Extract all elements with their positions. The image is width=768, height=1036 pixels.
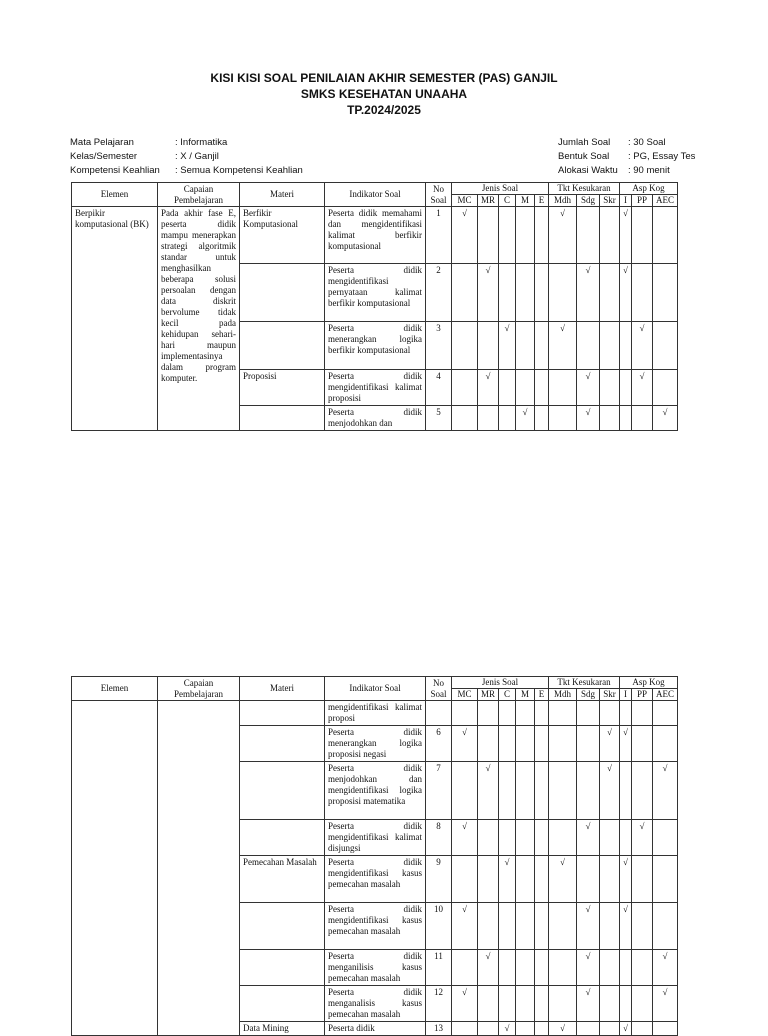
- check-cell: [516, 1022, 535, 1036]
- check-cell: [632, 950, 653, 986]
- check-mark: √: [452, 820, 478, 856]
- check-cell: [653, 264, 678, 322]
- col-asp-kog: Asp Kog: [620, 677, 678, 689]
- check-mark: √: [653, 762, 678, 820]
- col-materi: Materi: [240, 183, 325, 207]
- check-cell: [632, 406, 653, 431]
- check-cell: [632, 903, 653, 950]
- check-cell: [600, 207, 620, 264]
- col-pp: PP: [632, 689, 653, 701]
- col-mc: MC: [452, 689, 478, 701]
- check-mark: √: [478, 264, 499, 322]
- check-cell: [516, 950, 535, 986]
- check-mark: √: [549, 207, 577, 264]
- check-cell: [577, 856, 600, 903]
- col-indikator: Indikator Soal: [325, 677, 426, 701]
- check-mark: √: [620, 856, 632, 903]
- info-alokasi-waktu: [558, 164, 695, 178]
- check-cell: [600, 322, 620, 370]
- col-mr: MR: [478, 689, 499, 701]
- elemen-cell: Berpikir komputasional (BK): [72, 207, 158, 431]
- no-soal-cell: 12: [426, 986, 452, 1022]
- check-mark: √: [620, 264, 632, 322]
- check-mark: √: [620, 726, 632, 762]
- check-cell: [478, 406, 499, 431]
- check-cell: [452, 1022, 478, 1036]
- check-cell: [535, 701, 549, 726]
- info-label: Kompetensi Keahlian: [70, 165, 160, 176]
- check-cell: [653, 1022, 678, 1036]
- check-cell: [620, 820, 632, 856]
- check-mark: √: [632, 820, 653, 856]
- check-cell: [632, 701, 653, 726]
- capaian-cell-empty: [158, 701, 240, 1036]
- check-cell: [620, 370, 632, 406]
- col-skr: Skr: [600, 195, 620, 207]
- info-value: : Semua Kompetensi Keahlian: [175, 165, 303, 176]
- check-mark: √: [632, 370, 653, 406]
- check-cell: [535, 322, 549, 370]
- col-m: M: [516, 689, 535, 701]
- info-kompetensi-keahlian: [70, 164, 303, 178]
- col-no-soal: No Soal: [426, 183, 452, 207]
- check-cell: [516, 370, 535, 406]
- check-mark: √: [653, 986, 678, 1022]
- check-mark: √: [577, 986, 600, 1022]
- check-cell: [478, 1022, 499, 1036]
- materi-cell: Data Mining: [240, 1022, 325, 1036]
- check-cell: [516, 322, 535, 370]
- info-value: : X / Ganjil: [175, 151, 219, 162]
- col-i: I: [620, 689, 632, 701]
- materi-cell-empty: [240, 701, 325, 726]
- check-cell: [577, 322, 600, 370]
- check-cell: [478, 207, 499, 264]
- table-header: [72, 677, 678, 701]
- no-soal-cell: 13: [426, 1022, 452, 1036]
- check-cell: [516, 207, 535, 264]
- check-mark: √: [549, 856, 577, 903]
- indikator-cell: Peserta didik menjodohkan dan: [325, 406, 426, 431]
- check-mark: √: [452, 903, 478, 950]
- check-mark: √: [516, 406, 535, 431]
- table-body: [72, 701, 678, 1036]
- check-cell: [600, 701, 620, 726]
- no-soal-cell: 11: [426, 950, 452, 986]
- check-mark: √: [620, 1022, 632, 1036]
- check-mark: √: [577, 903, 600, 950]
- info-label: Bentuk Soal: [558, 151, 610, 162]
- col-jenis-soal: Jenis Soal: [452, 183, 549, 195]
- check-cell: [549, 701, 577, 726]
- col-mdh: Mdh: [549, 195, 577, 207]
- check-cell: [516, 762, 535, 820]
- indikator-cell: Peserta didik memahami dan mengidentifikasi kalimat berfikir komputasional: [325, 207, 426, 264]
- col-aec: AEC: [653, 689, 678, 701]
- check-mark: √: [577, 406, 600, 431]
- kisi-table-page1: [71, 182, 678, 431]
- check-cell: [653, 701, 678, 726]
- check-mark: √: [499, 856, 516, 903]
- check-mark: √: [620, 903, 632, 950]
- col-c: C: [499, 195, 516, 207]
- school-name: SMKS KESEHATAN UNAAHA: [300, 87, 468, 101]
- check-mark: √: [600, 726, 620, 762]
- col-elemen: Elemen: [72, 677, 158, 701]
- check-cell: [549, 986, 577, 1022]
- check-cell: [452, 762, 478, 820]
- check-cell: [549, 726, 577, 762]
- check-mark: √: [577, 820, 600, 856]
- check-mark: √: [478, 370, 499, 406]
- check-cell: [516, 820, 535, 856]
- check-mark: √: [478, 762, 499, 820]
- indikator-cell: Peserta didik menganilisis kasus pemecahan masalah: [325, 950, 426, 986]
- col-mdh: Mdh: [549, 689, 577, 701]
- check-mark: √: [577, 950, 600, 986]
- check-mark: √: [452, 726, 478, 762]
- col-asp-kog: Asp Kog: [620, 183, 678, 195]
- col-aec: AEC: [653, 195, 678, 207]
- check-cell: [577, 207, 600, 264]
- indikator-cell: Peserta didik menerangkan logika proposisi negasi: [325, 726, 426, 762]
- materi-cell-empty: [240, 950, 325, 986]
- check-mark: √: [632, 322, 653, 370]
- check-cell: [549, 950, 577, 986]
- check-cell: [478, 701, 499, 726]
- col-jenis-soal: Jenis Soal: [452, 677, 549, 689]
- check-cell: [499, 820, 516, 856]
- check-cell: [653, 726, 678, 762]
- materi-cell-empty: [240, 903, 325, 950]
- indikator-cell: Peserta didik mengidentifikasi kalimat disjungsi: [325, 820, 426, 856]
- check-cell: [516, 701, 535, 726]
- col-skr: Skr: [600, 689, 620, 701]
- check-cell: [577, 701, 600, 726]
- check-cell: [549, 406, 577, 431]
- check-cell: [620, 322, 632, 370]
- check-cell: [653, 322, 678, 370]
- check-mark: √: [653, 950, 678, 986]
- check-cell: [600, 986, 620, 1022]
- check-cell: [535, 903, 549, 950]
- check-cell: [535, 726, 549, 762]
- check-cell: [452, 370, 478, 406]
- check-cell: [452, 264, 478, 322]
- school-year: TP.2024/2025: [347, 103, 421, 117]
- indikator-cell: Peserta didik mengidentifikasi pernyataan kalimat berfikir komputasional: [325, 264, 426, 322]
- materi-cell-empty: [240, 406, 325, 431]
- check-cell: [499, 726, 516, 762]
- info-label: Mata Pelajaran: [70, 137, 134, 148]
- col-e: E: [535, 195, 549, 207]
- check-cell: [452, 701, 478, 726]
- info-value: : 90 menit: [628, 165, 670, 176]
- check-mark: √: [499, 322, 516, 370]
- col-capaian: Capaian Pembelajaran: [158, 677, 240, 701]
- materi-cell-empty: [240, 322, 325, 370]
- check-mark: √: [653, 406, 678, 431]
- check-mark: √: [452, 207, 478, 264]
- check-cell: [549, 264, 577, 322]
- check-cell: [516, 264, 535, 322]
- check-cell: [452, 950, 478, 986]
- col-tkt-kesukaran: Tkt Kesukaran: [549, 677, 620, 689]
- check-cell: [549, 762, 577, 820]
- info-value: : PG, Essay Tes: [628, 151, 696, 162]
- indikator-cell: Peserta didik mengidentifikasi kasus pemecahan masalah: [325, 903, 426, 950]
- check-cell: [600, 406, 620, 431]
- check-cell: [620, 986, 632, 1022]
- check-cell: [549, 820, 577, 856]
- materi-cell: Proposisi: [240, 370, 325, 406]
- indikator-cell: Peserta didik mengidentifikasi kalimat proposisi: [325, 370, 426, 406]
- check-cell: [499, 950, 516, 986]
- no-soal-cell: 4: [426, 370, 452, 406]
- no-soal-cell: 10: [426, 903, 452, 950]
- info-label: Alokasi Waktu: [558, 165, 618, 176]
- check-cell: [600, 903, 620, 950]
- check-cell: [535, 264, 549, 322]
- check-cell: [452, 856, 478, 903]
- check-cell: [600, 264, 620, 322]
- indikator-cell: Peserta didik mengidentifikasi kasus pemecahan masalah: [325, 856, 426, 903]
- indikator-cell: Peserta didik menganalisis kasus pemecahan masalah: [325, 986, 426, 1022]
- col-pp: PP: [632, 195, 653, 207]
- check-cell: [577, 762, 600, 820]
- check-cell: [499, 207, 516, 264]
- col-indikator: Indikator Soal: [325, 183, 426, 207]
- check-cell: [499, 701, 516, 726]
- check-cell: [577, 1022, 600, 1036]
- check-cell: [516, 986, 535, 1022]
- check-cell: [535, 820, 549, 856]
- check-cell: [620, 701, 632, 726]
- no-soal-cell: 6: [426, 726, 452, 762]
- materi-cell-empty: [240, 986, 325, 1022]
- materi-cell-empty: [240, 820, 325, 856]
- check-cell: [653, 903, 678, 950]
- col-elemen: Elemen: [72, 183, 158, 207]
- check-cell: [549, 903, 577, 950]
- kisi-table-page2: [71, 676, 678, 1036]
- table-body: [72, 207, 678, 431]
- check-mark: √: [577, 264, 600, 322]
- col-mc: MC: [452, 195, 478, 207]
- info-right: [558, 136, 695, 178]
- info-left: [70, 136, 303, 178]
- info-value: : Informatika: [175, 137, 228, 148]
- check-cell: [535, 207, 549, 264]
- check-cell: [620, 762, 632, 820]
- elemen-cell-empty: [72, 701, 158, 1036]
- col-c: C: [499, 689, 516, 701]
- check-cell: [653, 820, 678, 856]
- check-cell: [516, 726, 535, 762]
- check-mark: √: [549, 322, 577, 370]
- check-mark: √: [600, 762, 620, 820]
- col-e: E: [535, 689, 549, 701]
- no-soal-cell: 9: [426, 856, 452, 903]
- materi-cell-empty: [240, 726, 325, 762]
- check-cell: [535, 856, 549, 903]
- no-soal-cell: 8: [426, 820, 452, 856]
- check-cell: [653, 207, 678, 264]
- materi-cell: Berfikir Komputasional: [240, 207, 325, 264]
- check-cell: [620, 406, 632, 431]
- info-bentuk-soal: [558, 150, 695, 164]
- col-no-soal: No Soal: [426, 677, 452, 701]
- check-cell: [478, 856, 499, 903]
- info-mata-pelajaran: [70, 136, 303, 150]
- col-m: M: [516, 195, 535, 207]
- col-sdg: Sdg: [577, 689, 600, 701]
- check-cell: [600, 856, 620, 903]
- indikator-cell: Peserta didik menjodohkan dan mengidentifikasi logika proposisi matematika: [325, 762, 426, 820]
- check-cell: [499, 986, 516, 1022]
- materi-cell: Pemecahan Masalah: [240, 856, 325, 903]
- check-cell: [452, 406, 478, 431]
- check-mark: √: [620, 207, 632, 264]
- no-soal-cell: 3: [426, 322, 452, 370]
- check-cell: [535, 762, 549, 820]
- check-cell: [653, 370, 678, 406]
- indikator-cell: Peserta didik: [325, 1022, 426, 1036]
- check-cell: [499, 264, 516, 322]
- check-cell: [632, 1022, 653, 1036]
- check-mark: √: [499, 1022, 516, 1036]
- check-cell: [632, 207, 653, 264]
- check-cell: [478, 726, 499, 762]
- check-cell: [535, 406, 549, 431]
- no-soal-cell: 7: [426, 762, 452, 820]
- no-soal-cell: 5: [426, 406, 452, 431]
- check-cell: [499, 370, 516, 406]
- check-mark: √: [452, 986, 478, 1022]
- check-cell: [632, 726, 653, 762]
- check-cell: [535, 370, 549, 406]
- check-cell: [600, 820, 620, 856]
- check-cell: [600, 370, 620, 406]
- check-cell: [535, 1022, 549, 1036]
- check-cell: [600, 1022, 620, 1036]
- info-label: Kelas/Semester: [70, 151, 138, 162]
- check-cell: [549, 370, 577, 406]
- check-cell: [478, 903, 499, 950]
- check-cell: [653, 856, 678, 903]
- table-row-continued: [72, 701, 678, 726]
- materi-cell-empty: [240, 762, 325, 820]
- indikator-cell: Peserta didik menerangkan logika berfikir komputasional: [325, 322, 426, 370]
- check-cell: [620, 950, 632, 986]
- info-label: Jumlah Soal: [558, 137, 611, 148]
- check-cell: [452, 322, 478, 370]
- capaian-cell: Pada akhir fase E, peserta didik mampu menerapkan strategi algoritmik standar untuk menghasilkan beberapa solusi persoalan dengan data diskrit bervolume tidak kecil pada kehidupan sehari-hari maupun implementasinya dalam program komputer.: [158, 207, 240, 431]
- check-cell: [478, 322, 499, 370]
- table-row: [72, 207, 678, 264]
- table-header: [72, 183, 678, 207]
- document-title: KISI KISI SOAL PENILAIAN AKHIR SEMESTER (PAS) GANJIL: [210, 71, 558, 85]
- check-cell: [577, 726, 600, 762]
- check-cell: [535, 986, 549, 1022]
- col-capaian: Capaian Pembelajaran: [158, 183, 240, 207]
- col-i: I: [620, 195, 632, 207]
- check-cell: [632, 264, 653, 322]
- check-mark: √: [577, 370, 600, 406]
- check-cell: [600, 950, 620, 986]
- check-mark: √: [549, 1022, 577, 1036]
- col-tkt-kesukaran: Tkt Kesukaran: [549, 183, 620, 195]
- no-soal-cell: 1: [426, 207, 452, 264]
- check-cell: [478, 986, 499, 1022]
- check-cell: [632, 986, 653, 1022]
- check-cell: [632, 762, 653, 820]
- col-materi: Materi: [240, 677, 325, 701]
- check-cell: [516, 856, 535, 903]
- info-jumlah-soal: [558, 136, 695, 150]
- check-cell: [478, 820, 499, 856]
- no-soal-cell-empty: [426, 701, 452, 726]
- indikator-cell: mengidentifikasi kalimat proposi: [325, 701, 426, 726]
- check-cell: [499, 762, 516, 820]
- check-cell: [499, 406, 516, 431]
- materi-cell-empty: [240, 264, 325, 322]
- check-cell: [632, 856, 653, 903]
- no-soal-cell: 2: [426, 264, 452, 322]
- info-value: : 30 Soal: [628, 137, 666, 148]
- check-cell: [516, 903, 535, 950]
- check-cell: [535, 950, 549, 986]
- check-cell: [499, 903, 516, 950]
- col-sdg: Sdg: [577, 195, 600, 207]
- info-kelas-semester: [70, 150, 303, 164]
- check-mark: √: [478, 950, 499, 986]
- col-mr: MR: [478, 195, 499, 207]
